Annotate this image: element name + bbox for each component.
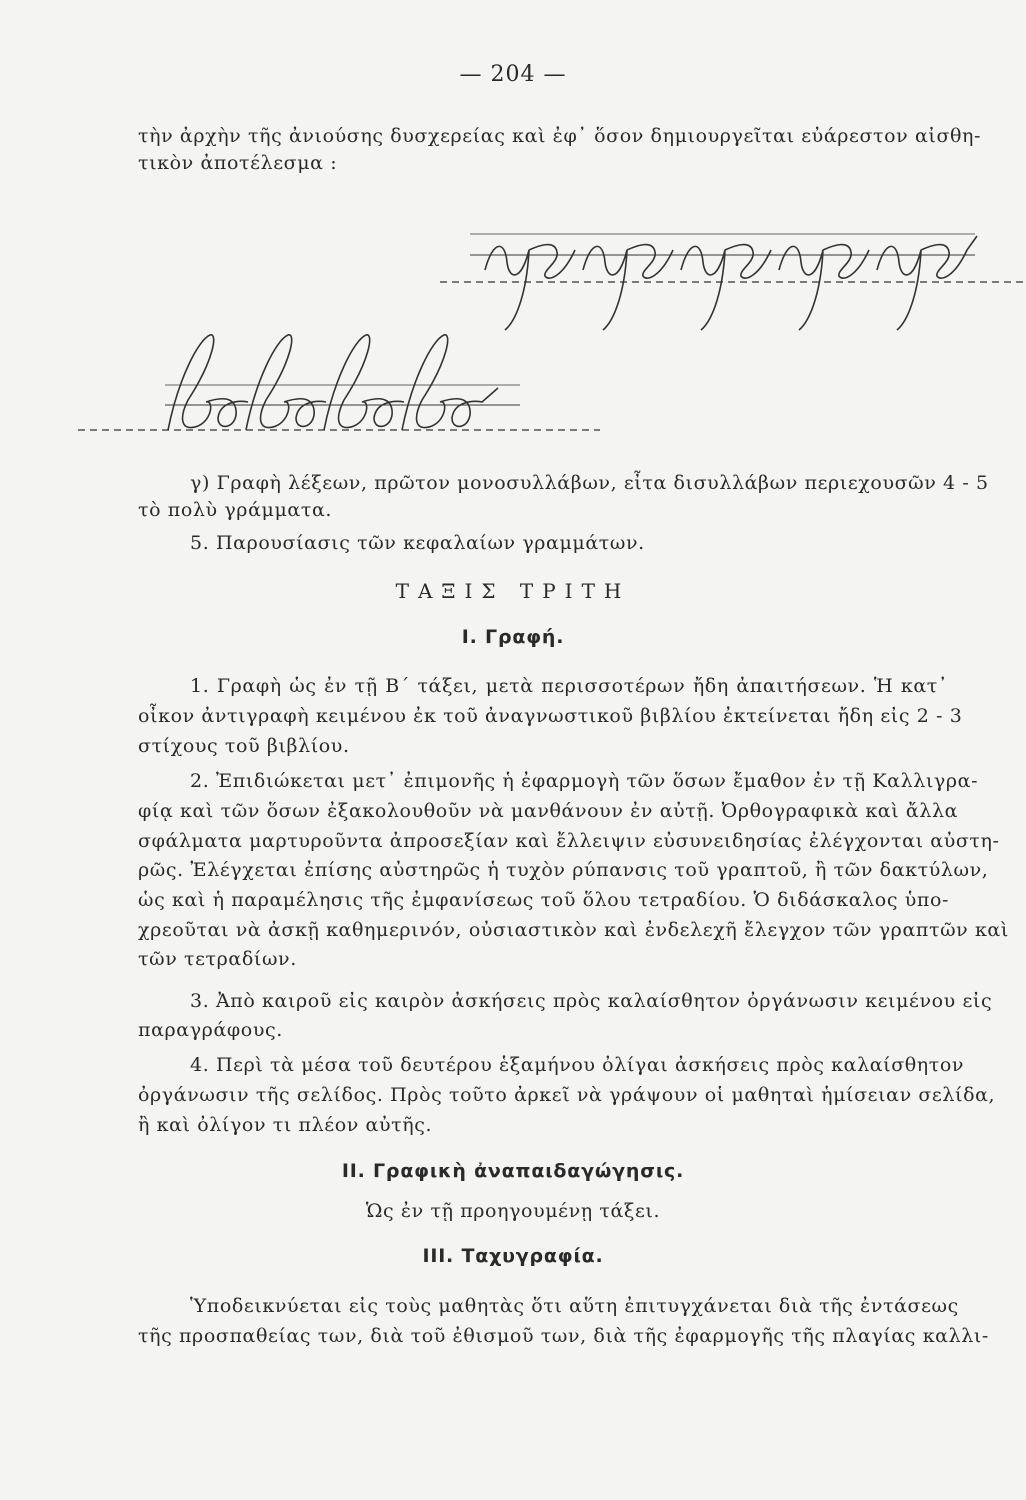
- p-final-line-2: τῆς προσπαθείας των, διὰ τοῦ ἐθισμοῦ των, διὰ τῆς ἐφαρμογῆς τῆς πλαγίας καλλι-: [138, 1325, 989, 1347]
- section-title: ΤΑΞΙΣ ΤΡΙΤΗ: [395, 579, 631, 603]
- intro-line-2: τικὸν ἀποτέλεσμα :: [138, 152, 338, 174]
- p2-line-2: φίᾳ καὶ τῶν ὅσων ἐξακολουθοῦν νὰ μανθάνουν ἐν αὐτῇ. Ὀρθογραφικὰ καὶ ἄλλα: [138, 800, 959, 822]
- heading-anapaidagogisis: II. Γραφικὴ ἀναπαιδαγώγησις.: [341, 1160, 685, 1182]
- p3-line-1: 3. Ἀπὸ καιροῦ εἰς καιρὸν ἀσκήσεις πρὸς καλαίσθητον ὀργάνωσιν κειμένου εἰς: [190, 990, 993, 1012]
- p4-line-2: ὀργάνωσιν τῆς σελίδος. Πρὸς τοῦτο ἀρκεῖ νὰ γράψουν οἱ μαθηταὶ ἡμίσειαν σελίδα,: [138, 1084, 996, 1106]
- item-g-line-1: γ) Γραφὴ λέξεων, πρῶτον μονοσυλλάβων, εἶτα δισυλλάβων περιεχουσῶν 4 - 5: [190, 472, 989, 494]
- p2-line-6: χρεοῦται νὰ ἀσκῇ καθημερινόν, οὐσιαστικὸν καὶ ἐνδελεχῆ ἔλεγχον τῶν γραπτῶν καὶ: [138, 919, 1009, 941]
- p-final-line-1: Ὑποδεικνύεται εἰς τοὺς μαθητὰς ὅτι αὕτη ἐπιτυγχάνεται διὰ τῆς ἐντάσεως: [190, 1295, 959, 1317]
- cursive-samples: [0, 0, 1026, 480]
- heading-tachygrafia: III. Ταχυγραφία.: [422, 1245, 604, 1267]
- p2-line-3: σφάλματα μαρτυροῦντα ἀπροσεξίαν καὶ ἔλλειψιν εὐσυνειδησίας ἐλέγχονται αὐστη-: [138, 830, 1000, 852]
- p2-line-4: ρῶς. Ἐλέγχεται ἐπίσης αὐστηρῶς ἡ τυχὸν ρύπανσις τοῦ γραπτοῦ, ἢ τῶν δακτύλων,: [138, 859, 989, 881]
- p2-line-7: τῶν τετραδίων.: [138, 948, 297, 970]
- item-g-line-2: τὸ πολὺ γράμματα.: [138, 499, 333, 521]
- heading-grafi: I. Γραφή.: [461, 626, 565, 648]
- p-heading2: Ὡς ἐν τῇ προηγουμένῃ τάξει.: [365, 1200, 661, 1222]
- intro-line-1: τὴν ἀρχὴν τῆς ἀνιούσης δυσχερείας καὶ ἐφ᾽ ὅσον δημιουργεῖται εὐάρεστον αἰσθη-: [138, 125, 982, 147]
- p2-line-5: ὡς καὶ ἡ παραμέλησις τῆς ἐμφανίσεως τοῦ ὅλου τετραδίου. Ὁ διδάσκαλος ὑπο-: [138, 889, 949, 911]
- item-5: 5. Παρουσίασις τῶν κεφαλαίων γραμμάτων.: [190, 532, 645, 554]
- page-number: — 204 —: [459, 62, 567, 87]
- p1-line-3: στίχους τοῦ βιβλίου.: [138, 735, 350, 757]
- p1-line-1: 1. Γραφὴ ὡς ἐν τῇ Β΄ τάξει, μετὰ περισσοτέρων ἤδη ἀπαιτήσεων. Ἡ κατ᾽: [190, 675, 948, 697]
- cursive-row-ye: [440, 234, 1026, 330]
- p1-line-2: οἶκον ἀντιγραφὴ κειμένου ἐκ τοῦ ἀναγνωστικοῦ βιβλίου ἐκτείνεται ἤδη εἰς 2 - 3: [138, 705, 963, 727]
- p2-line-1: 2. Ἐπιδιώκεται μετ᾽ ἐπιμονῆς ἡ ἐφαρμογὴ τῶν ὅσων ἔμαθον ἐν τῇ Καλλιγρα-: [190, 770, 979, 792]
- p4-line-1: 4. Περὶ τὰ μέσα τοῦ δευτέρου ἑξαμήνου ὀλίγαι ἀσκήσεις πρὸς καλαίσθητον: [190, 1054, 965, 1076]
- p3-line-2: παραγράφους.: [138, 1019, 283, 1041]
- cursive-row-bo: [78, 335, 600, 430]
- p4-line-3: ἢ καὶ ὀλίγον τι πλέον αὐτῆς.: [138, 1114, 433, 1136]
